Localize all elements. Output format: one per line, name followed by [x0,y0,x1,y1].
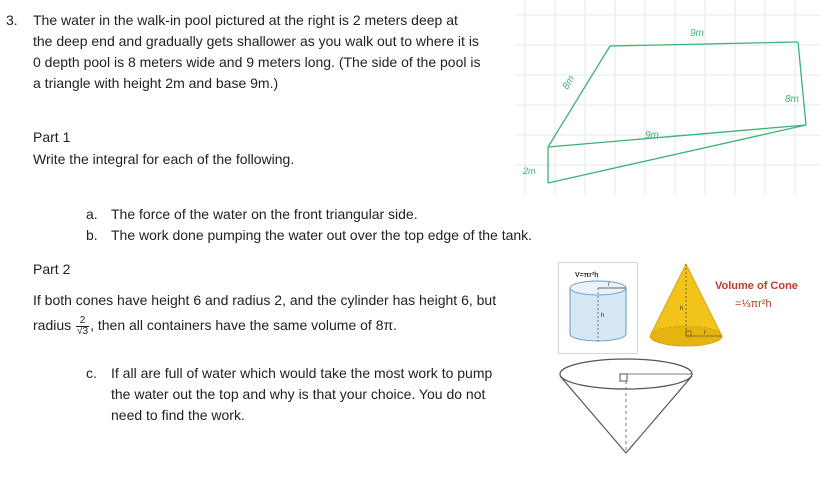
pool-bottom-slope [548,125,806,183]
part2-line-2-end: , then all containers have the same volume of 8π. [90,317,398,333]
cylinder-r-label: r [608,282,610,288]
item-b-text: The work done pumping the water out over the top edge of the tank. [111,227,533,243]
label-8m-left: 8m [560,73,578,92]
item-c-label: c. [86,365,97,381]
part1-instruction: Write the integral for each of the following. [33,151,295,167]
yellow-cone-r-label: r [704,330,706,336]
cylinder-figure [558,262,638,354]
cylinder-formula: V=πr²h [575,272,599,279]
label-9m-bottom: 9m [645,130,659,141]
question-line-3: 0 depth pool is 8 meters wide and 9 meters long. (The side of the pool is [33,54,481,70]
label-2m: 2m [523,166,536,176]
item-a-text: The force of the water on the front triangular side. [111,206,418,222]
question-line-1: The water in the walk-in pool pictured at the right is 2 meters deep at [33,12,458,28]
item-b-label: b. [86,227,98,243]
label-9m-top: 9m [690,28,704,39]
item-a-label: a. [86,206,98,222]
cone-volume-formula: =⅓πr²h [735,298,772,310]
radius-fraction [76,316,89,337]
question-number: 3. [6,12,18,28]
part2-line-2 [33,315,397,337]
part2-title: Part 2 [33,261,71,277]
pool-front-edge [548,125,806,147]
yellow-cone-figure [648,262,728,352]
part2-line-1: If both cones have height 6 and radius 2, and the cylinder has height 6, but [33,292,497,308]
part1-title: Part 1 [33,129,71,145]
question-line-4: a triangle with height 2m and base 9m.) [33,75,279,91]
pool-right-edge [798,42,806,125]
yellow-cone-h-label: h [680,306,684,312]
fraction-numerator: 2 [76,316,89,327]
cone-volume-title: Volume of Cone [715,280,798,292]
pool-left-edge [548,46,610,147]
item-c-line-2: the water out the top and why is that your choice. You do not [111,386,486,402]
inverted-cone-figure [556,356,696,456]
label-8m-right: 8m [785,94,799,105]
fraction-denominator: √3 [77,325,89,337]
item-c-line-1: If all are full of water which would take the most work to pump [111,365,493,381]
item-c-line-3: need to find the work. [111,407,245,423]
cylinder-h-label: h [601,313,605,319]
part2-line-2-start: radius [33,317,72,333]
grid-background [515,0,820,195]
pool-sketch [515,0,820,195]
question-line-2: the deep end and gradually gets shallower as you walk out to where it is [33,33,479,49]
